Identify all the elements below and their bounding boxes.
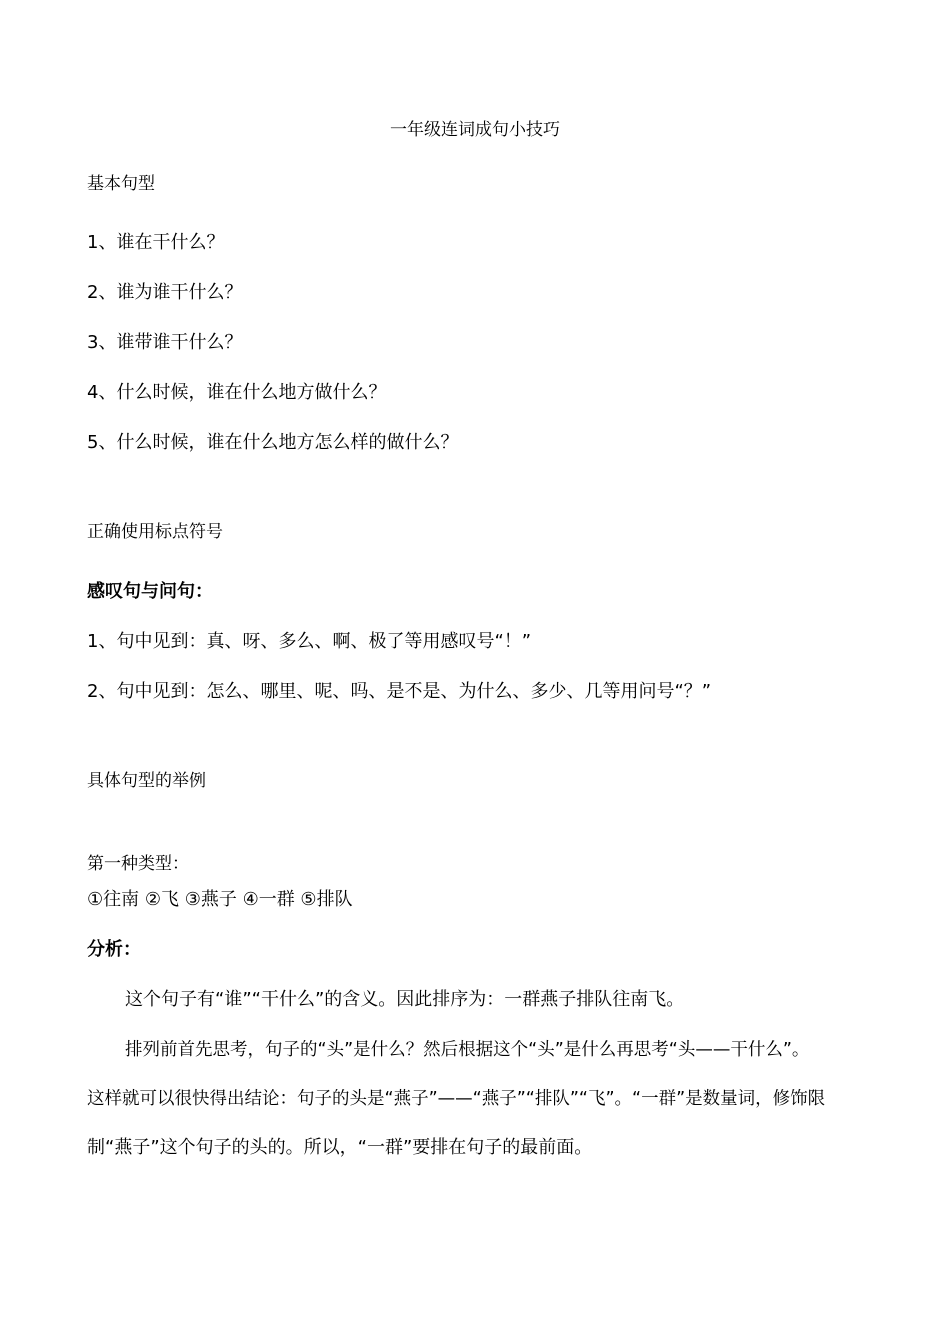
page-title: 一年级连词成句小技巧 (390, 120, 560, 140)
basic-item-4: 4、什么时候，谁在什么地方做什么？ (87, 382, 387, 403)
punct-item-1: 1、句中见到：真、呀、多么、啊、极了等用感叹号“！” (87, 631, 532, 652)
basic-item-1: 1、谁在干什么？ (87, 232, 225, 253)
basic-item-5: 5、什么时候，谁在什么地方怎么样的做什么？ (87, 432, 459, 453)
section-heading-examples: 具体句型的举例 (87, 771, 206, 791)
type-label: 第一种类型： (87, 854, 189, 874)
analysis-label: 分析： (87, 939, 141, 960)
subheading-exclamation-question: 感叹句与问句： (87, 581, 213, 602)
basic-item-2: 2、谁为谁干什么？ (87, 282, 243, 303)
analysis-paragraph-2-line-3: 制“燕子”这个句子的头的。所以，“一群”要排在句子的最前面。 (87, 1137, 593, 1158)
basic-item-3: 3、谁带谁干什么？ (87, 332, 243, 353)
analysis-paragraph-2-line-2: 这样就可以很快得出结论：句子的头是“燕子”——“燕子”“排队”“飞”。“一群”是数量词，修饰限 (87, 1089, 826, 1109)
word-list: ①往南 ②飞 ③燕子 ④一群 ⑤排队 (87, 889, 353, 910)
punct-item-2: 2、句中见到：怎么、哪里、呢、吗、是不是、为什么、多少、几等用问号“？” (87, 681, 712, 702)
analysis-paragraph-1: 这个句子有“谁”“干什么”的含义。因此排序为：一群燕子排队往南飞。 (125, 989, 685, 1010)
analysis-paragraph-2-line-1: 排列前首先思考，句子的“头”是什么？然后根据这个“头”是什么再思考“头——干什么”。 (125, 1040, 810, 1060)
section-heading-punctuation: 正确使用标点符号 (87, 522, 223, 542)
section-heading-basic: 基本句型 (87, 174, 155, 194)
